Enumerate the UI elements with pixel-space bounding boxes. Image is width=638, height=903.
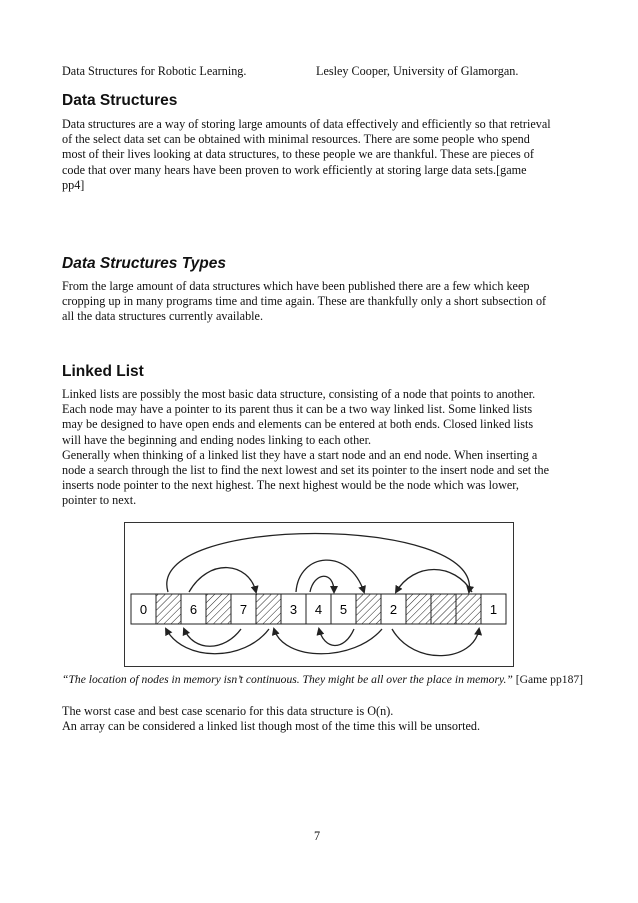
- memory-cell-empty: [456, 594, 481, 624]
- body-line: code that over many hears have been proven to work efficiently at storing large data sets.[game: [62, 162, 527, 177]
- memory-cell-label: 6: [189, 602, 198, 617]
- body-line: Data structures are a way of storing large amounts of data effectively and efficiently so that retrieval: [62, 117, 551, 131]
- body-line: may be designed to have open ends and elements can be entered at both ends. Closed linked lists: [62, 417, 534, 432]
- body-line: Linked lists are possibly the most basic data structure, consisting of a node that points to another.: [62, 387, 536, 401]
- memory-cell-empty: [256, 594, 281, 624]
- memory-cells: [131, 594, 506, 624]
- body-line: Each node may have a pointer to its parent thus it can be a two way linked list. Some linked lists: [62, 402, 533, 417]
- memory-cell-label: 4: [314, 602, 323, 617]
- section-title-linked-list: Linked List: [62, 363, 144, 380]
- body-line: will have the beginning and ending nodes linking to each other.: [62, 432, 372, 447]
- memory-cell-label: 5: [339, 602, 348, 617]
- memory-cell-label: 2: [389, 602, 398, 617]
- body-line: most of their lives looking at data structures, to these people we are thankful. These are pieces of: [62, 147, 534, 162]
- closing-paragraph: [62, 704, 582, 734]
- section-body-data-structures: [62, 117, 582, 193]
- figure-caption: [62, 673, 583, 686]
- section-body-data-structures-types: [62, 279, 582, 325]
- memory-cell-label: 0: [139, 602, 148, 617]
- memory-cell-empty: [356, 594, 381, 624]
- section-title-data-structures: Data Structures: [62, 92, 178, 109]
- body-line: The worst case and best case scenario for this data structure is O(n).: [62, 704, 394, 718]
- body-line: pointer to next.: [62, 493, 137, 508]
- header-title: Data Structures for Robotic Learning.: [62, 64, 247, 78]
- body-line: node a search through the list to find the next lowest and set its pointer to the insert node and set the: [62, 463, 550, 478]
- memory-cell-label: 7: [239, 602, 248, 617]
- memory-cell-empty: [406, 594, 431, 624]
- section-body-linked-list: [62, 387, 582, 509]
- memory-cell-label: 1: [489, 602, 498, 617]
- caption-reference: [Game pp187]: [515, 673, 584, 686]
- body-line: all the data structures currently available.: [62, 309, 264, 324]
- body-line: of the select data set can be obtained with minimal resources. There are some people who spend: [62, 132, 530, 147]
- body-line: Generally when thinking of a linked list they have a start node and an end node. When inserting a: [62, 447, 538, 462]
- caption-quote: “The location of nodes in memory isn’t continuous. They might be all over the place in memory.”: [62, 673, 513, 686]
- page-number: 7: [314, 829, 321, 843]
- memory-cell-empty: [431, 594, 456, 624]
- body-line: cropping up in many programs time and time again. These are thankfully only a short subsection of: [62, 294, 547, 309]
- memory-cell-empty: [206, 594, 231, 624]
- memory-cell-empty: [156, 594, 181, 624]
- body-line: An array can be considered a linked list though most of the time this will be unsorted.: [62, 719, 481, 734]
- body-line: From the large amount of data structures which have been published there are a few which keep: [62, 279, 530, 293]
- memory-cell-label: 3: [289, 602, 298, 617]
- linked-list-memory-figure: [124, 522, 514, 667]
- body-line: pp4]: [62, 177, 85, 192]
- header-author: Lesley Cooper, University of Glamorgan.: [316, 64, 519, 78]
- body-line: inserts node pointer to the next highest. The next highest would be the node which was lower,: [62, 478, 519, 493]
- section-title-data-structures-types: Data Structures Types: [62, 255, 226, 272]
